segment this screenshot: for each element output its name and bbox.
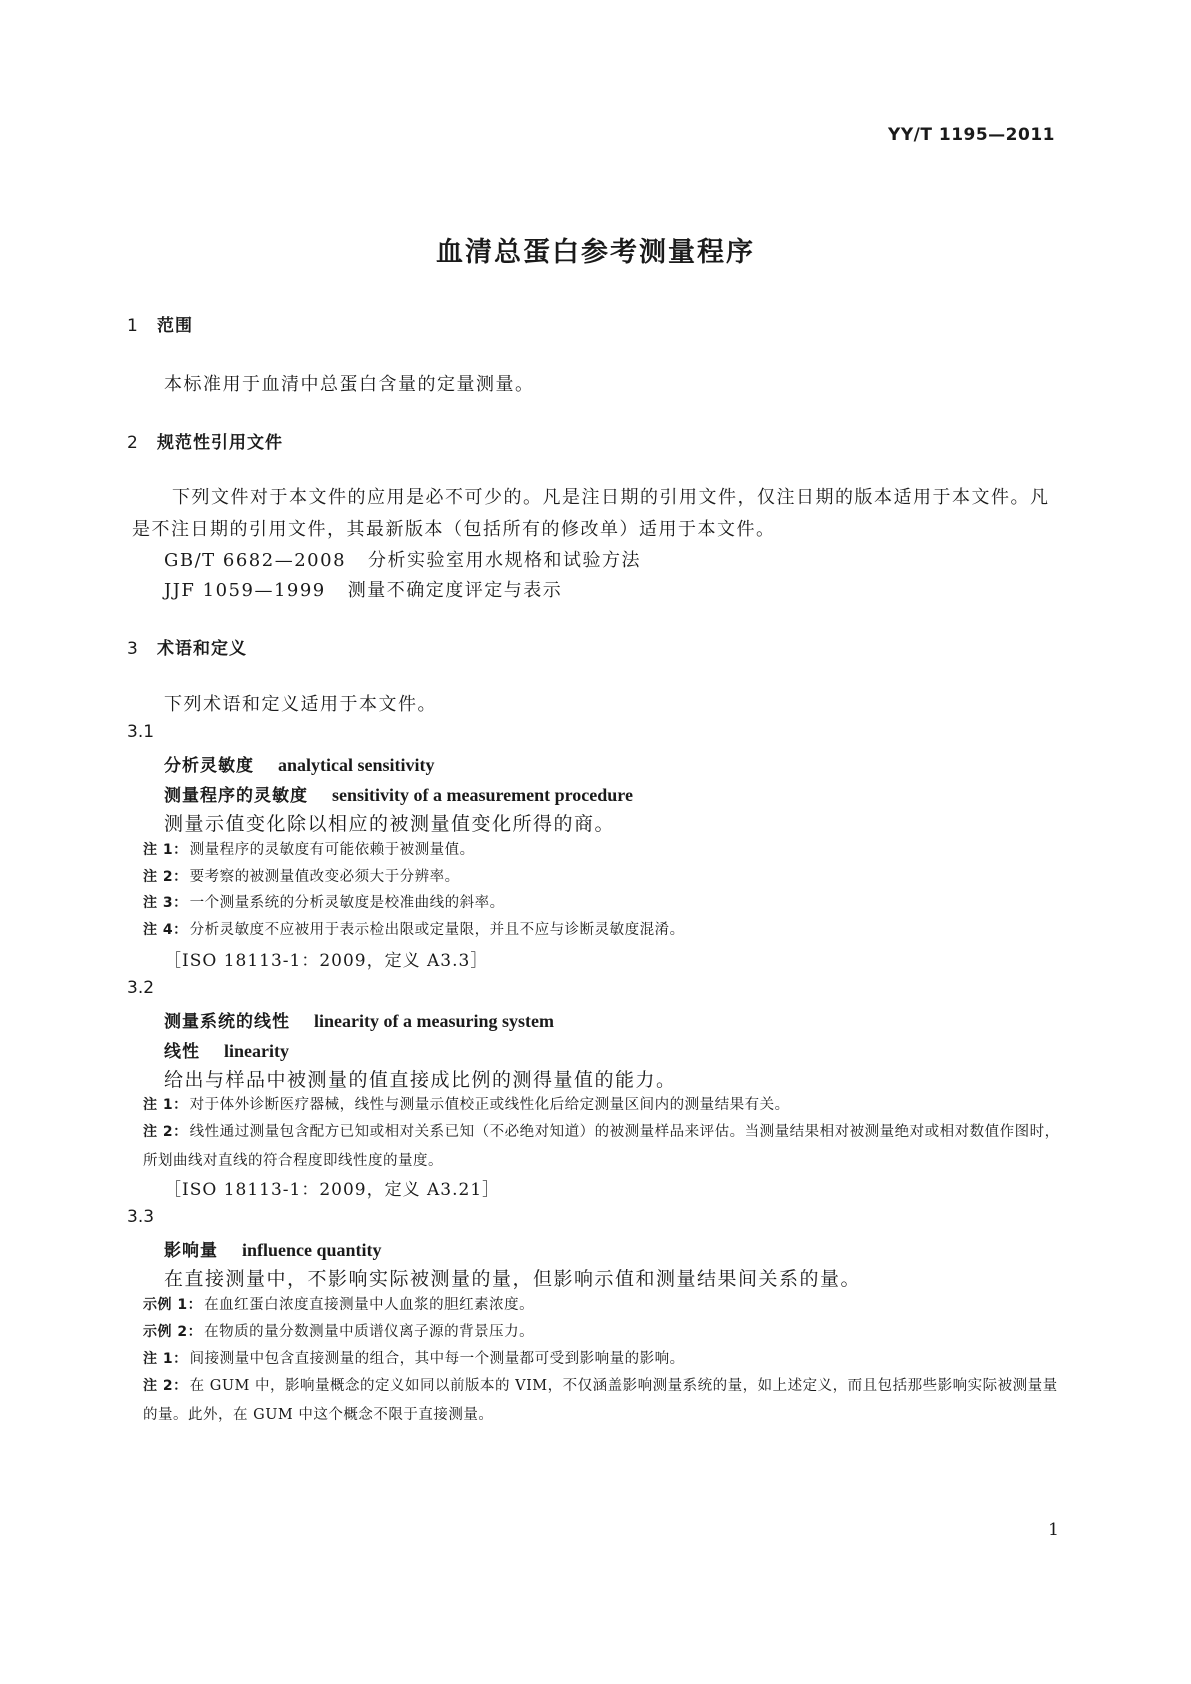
note bbox=[143, 863, 1061, 892]
page-number: 1 bbox=[1048, 1520, 1059, 1540]
note-text: 在 GUM 中，影响量概念的定义如同以前版本的 VIM，不仅涵盖影响测量系统的量，如上述定义，而且包括那些影响实际被测量量的量。此外，在 GUM 中这个概念不限于直接测量。 bbox=[143, 1378, 1058, 1423]
note bbox=[143, 916, 1061, 945]
note-label: 注 4： bbox=[143, 922, 188, 938]
note-text: 一个测量系统的分析灵敏度是校准曲线的斜率。 bbox=[189, 895, 505, 911]
note-text: 测量程序的灵敏度有可能依赖于被测量值。 bbox=[189, 842, 475, 858]
term-en: linearity of a measuring system bbox=[314, 1011, 554, 1031]
term-definition: 给出与样品中被测量的值直接成比例的测得量值的能力。 bbox=[164, 1069, 677, 1091]
note bbox=[143, 836, 1061, 865]
example-label: 示例 1： bbox=[143, 1297, 203, 1313]
section-number: 3 bbox=[127, 639, 138, 659]
term-en: sensitivity of a measurement procedure bbox=[332, 785, 633, 805]
note-text: 要考察的被测量值改变必须大于分辨率。 bbox=[189, 869, 460, 885]
term-definition: 在直接测量中，不影响实际被测量的量，但影响示值和测量结果间关系的量。 bbox=[164, 1268, 862, 1290]
reference-item bbox=[164, 576, 562, 602]
example-text: 在物质的量分数测量中质谱仪离子源的背景压力。 bbox=[204, 1324, 535, 1340]
note bbox=[143, 1345, 1061, 1374]
note bbox=[143, 1118, 1061, 1176]
section-heading-2 bbox=[127, 428, 283, 453]
reference-code: GB/T 6682—2008 bbox=[164, 550, 347, 571]
term-cn: 影响量 bbox=[164, 1241, 218, 1261]
normative-references-text: 下列文件对于本文件的应用是必不可少的。凡是注日期的引用文件，仅注日期的版本适用于本文件。凡是不注日期的引用文件，其最新版本（包括所有的修改单）适用于本文件。 bbox=[132, 487, 1050, 540]
reference-item bbox=[164, 546, 641, 572]
note-label: 注 1： bbox=[143, 1351, 188, 1367]
terms-intro-text: 下列术语和定义适用于本文件。 bbox=[164, 694, 437, 715]
note-text: 线性通过测量包含配方已知或相对关系已知（不必绝对知道）的被测量样品来评估。当测量结果相对被测量绝对或相对数值作图时，所划曲线对直线的符合程度即线性度的量度。 bbox=[143, 1124, 1060, 1169]
note-text: 对于体外诊断医疗器械，线性与测量示值校正或线性化后给定测量区间内的测量结果有关。 bbox=[189, 1097, 790, 1113]
term-en: analytical sensitivity bbox=[278, 755, 435, 775]
note-label: 注 3： bbox=[143, 895, 188, 911]
clause-number: 3.2 bbox=[127, 978, 155, 998]
section-title: 术语和定义 bbox=[157, 639, 247, 659]
section-number: 2 bbox=[127, 433, 138, 453]
standard-code: YY/T 1195—2011 bbox=[888, 125, 1055, 145]
note-label: 注 2： bbox=[143, 1378, 188, 1394]
note-label: 注 1： bbox=[143, 842, 188, 858]
term-en: influence quantity bbox=[242, 1240, 382, 1260]
note-label: 注 1： bbox=[143, 1097, 188, 1113]
example-label: 示例 2： bbox=[143, 1324, 203, 1340]
clause-number: 3.1 bbox=[127, 722, 155, 742]
reference-title: 分析实验室用水规格和试验方法 bbox=[368, 550, 642, 571]
note-text: 分析灵敏度不应被用于表示检出限或定量限，并且不应与诊断灵敏度混淆。 bbox=[189, 922, 685, 938]
term-name bbox=[164, 1037, 289, 1062]
section-number: 1 bbox=[127, 316, 138, 336]
term-name bbox=[164, 1236, 382, 1261]
term-name bbox=[164, 781, 633, 806]
term-source: ［ISO 18113-1：2009，定义 A3.3］ bbox=[164, 951, 489, 971]
example-text: 在血红蛋白浓度直接测量中人血浆的胆红素浓度。 bbox=[204, 1297, 535, 1313]
section-title: 规范性引用文件 bbox=[157, 433, 283, 453]
note-label: 注 2： bbox=[143, 1124, 188, 1140]
term-en: linearity bbox=[224, 1041, 289, 1061]
example bbox=[143, 1318, 1061, 1347]
note bbox=[143, 1091, 1061, 1120]
term-name bbox=[164, 751, 435, 776]
term-definition: 测量示值变化除以相应的被测量值变化所得的商。 bbox=[164, 813, 616, 835]
page-title: 血清总蛋白参考测量程序 bbox=[436, 237, 755, 268]
note bbox=[143, 1372, 1061, 1430]
reference-title: 测量不确定度评定与表示 bbox=[347, 580, 563, 601]
section-heading-1 bbox=[127, 311, 193, 336]
term-cn: 分析灵敏度 bbox=[164, 756, 254, 776]
section-heading-3 bbox=[127, 634, 247, 659]
term-cn: 测量系统的线性 bbox=[164, 1012, 290, 1032]
example bbox=[143, 1291, 1061, 1320]
scope-text: 本标准用于血清中总蛋白含量的定量测量。 bbox=[164, 374, 535, 395]
term-name bbox=[164, 1007, 554, 1032]
section-title: 范围 bbox=[157, 316, 193, 336]
reference-code: JJF 1059—1999 bbox=[164, 580, 326, 601]
note-label: 注 2： bbox=[143, 869, 188, 885]
note bbox=[143, 889, 1061, 918]
clause-number: 3.3 bbox=[127, 1207, 155, 1227]
note-text: 间接测量中包含直接测量的组合，其中每一个测量都可受到影响量的影响。 bbox=[189, 1351, 685, 1367]
term-cn: 线性 bbox=[164, 1042, 200, 1062]
term-cn: 测量程序的灵敏度 bbox=[164, 786, 308, 806]
term-source: ［ISO 18113-1：2009，定义 A3.21］ bbox=[164, 1180, 501, 1200]
